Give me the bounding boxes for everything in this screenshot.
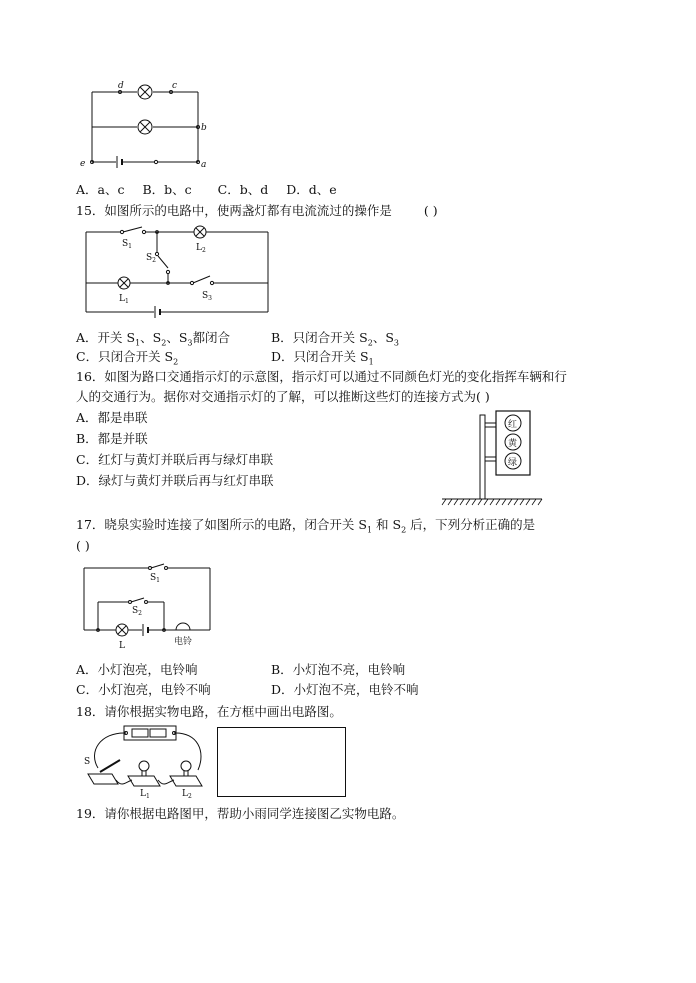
q15-stem-text: 15．如图所示的电路中，使两盏灯都有电流流过的操作是	[76, 203, 392, 218]
q16-option-b[interactable]: B．都是并联	[76, 431, 148, 446]
q17-switch-s2-icon	[131, 598, 144, 602]
q16-light-yellow-label: 黄	[508, 439, 518, 449]
q17-option-c[interactable]: C．小灯泡亮，电铃不响	[76, 682, 211, 697]
q18-lamp-l2-icon	[181, 761, 191, 771]
q18-lamp-l2-base-icon	[170, 776, 202, 786]
q16-option-c[interactable]: C．红灯与黄灯并联后再与绿灯串联	[76, 452, 274, 467]
q14-option-c[interactable]: C．b、d	[217, 182, 269, 197]
q17-stem-line1: 17．晓泉实验时连接了如图所示的电路，闭合开关 $S_1$ 和 $S_2$ 后，下列分析正确的是	[76, 517, 536, 535]
q16-light-red-label: 红	[508, 420, 518, 430]
q15-option-b[interactable]: B．只闭合开关 $S_2$、$S_3$	[271, 330, 399, 348]
q17-label-bell: 电铃	[174, 637, 193, 647]
q15-option-a[interactable]: A．开关 $S_1$、$S_2$、$S_3$都闭合	[76, 330, 231, 348]
q15-option-c[interactable]: C．只闭合开关 $S_2$	[76, 349, 179, 367]
q15-label-l2: $L_2$	[196, 243, 206, 254]
q17-option-a[interactable]: A．小灯泡亮，电铃响	[76, 662, 198, 677]
q14-label-d: d	[118, 81, 124, 91]
q14-option-b[interactable]: B．b、c	[142, 182, 192, 197]
q15-label-l1: $L_1$	[119, 294, 129, 305]
q14-option-a[interactable]: A．a、c	[76, 182, 125, 197]
q15-circuit-diagram	[82, 226, 274, 318]
q15-answer-paren: ( )	[423, 203, 438, 218]
q18-label-s: S	[84, 757, 91, 767]
q16-traffic-light-figure	[440, 405, 550, 507]
q16-option-a[interactable]: A．都是串联	[76, 410, 148, 425]
q17-switch-s1-icon	[151, 564, 164, 568]
q14-label-c: c	[172, 81, 178, 91]
q17-option-b[interactable]: B．小灯泡不亮，电铃响	[271, 662, 406, 677]
q17-label-l: L	[119, 641, 125, 651]
q18-stem: 18．请你根据实物电路，在方框中画出电路图。	[76, 704, 342, 719]
q17-label-s2: $S_2$	[132, 606, 142, 617]
q14-label-e: e	[80, 159, 86, 169]
q14-label-b: b	[201, 123, 207, 133]
q16-stem-line1: 16．如图为路口交通指示灯的示意图，指示灯可以通过不同颜色灯光的变化指挥车辆和行	[76, 369, 567, 384]
q15-label-s3: $S_3$	[202, 291, 212, 302]
q18-switch-base-icon	[88, 774, 118, 784]
q18-label-l2: $L_2$	[182, 789, 192, 800]
q16-light-green-label: 绿	[508, 458, 518, 468]
q15-switch-s3-icon	[193, 276, 210, 283]
q14-circuit-diagram	[80, 80, 220, 172]
q17-label-s1: $S_1$	[150, 573, 160, 584]
q14-options	[76, 182, 351, 198]
q18-lamp-l1-base-icon	[128, 776, 160, 786]
q15-switch-s1-icon	[123, 227, 142, 232]
q18-lamp-l1-icon	[139, 761, 149, 771]
q18-answer-box[interactable]	[217, 727, 346, 797]
q19-stem: 19．请你根据电路图甲，帮助小雨同学连接图乙实物电路。	[76, 806, 405, 821]
q15-stem	[76, 203, 438, 219]
q17-option-d[interactable]: D．小灯泡不亮，电铃不响	[271, 682, 419, 697]
q18-label-l1: $L_1$	[140, 789, 150, 800]
q15-label-s2: $S_2$	[146, 253, 156, 264]
q16-pole	[480, 415, 485, 499]
q17-circuit-diagram	[80, 562, 216, 654]
q17-bell-icon	[176, 623, 190, 630]
q15-switch-s2-icon	[158, 256, 168, 268]
q15-option-d[interactable]: D．只闭合开关 $S_1$	[271, 349, 374, 367]
q16-option-d[interactable]: D．绿灯与黄灯并联后再与红灯串联	[76, 473, 274, 488]
q17-stem-line2: ( )	[76, 538, 90, 553]
q18-switch-lever-icon	[100, 760, 120, 772]
q14-option-d[interactable]: D．d、e	[286, 182, 337, 197]
q16-stem-line2: 人的交通行为。据你对交通指示灯的了解，可以推断这些灯的连接方式为( )	[76, 389, 490, 404]
q18-physical-circuit-figure	[80, 722, 212, 798]
q14-label-a: a	[201, 160, 207, 170]
q15-label-s1: $S_1$	[122, 239, 132, 250]
